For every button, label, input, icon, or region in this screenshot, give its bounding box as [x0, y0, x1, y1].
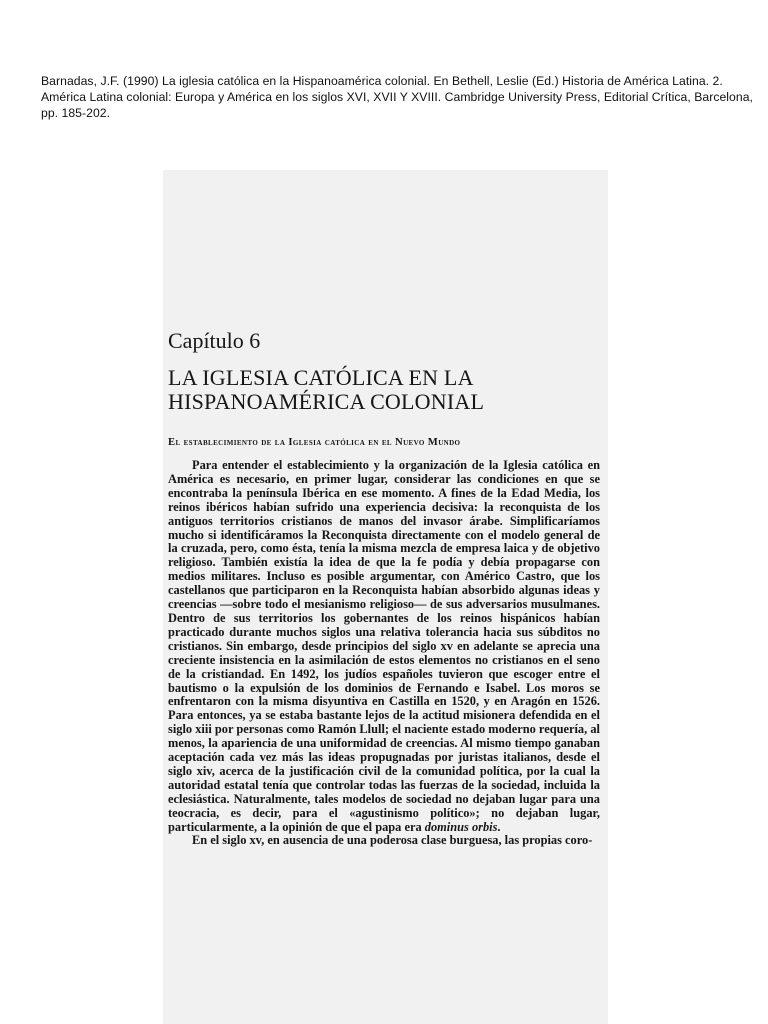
- section-heading: El establecimiento de la Iglesia católica en el Nuevo Mundo: [168, 437, 461, 448]
- paragraph-end: .: [497, 819, 501, 834]
- body-text: [168, 459, 600, 848]
- paragraph: En el siglo xv, en ausencia de una poderosa clase burguesa, las propias coro-: [192, 833, 593, 848]
- chapter-title: LA IGLESIA CATÓLICA EN LA HISPANOAMÉRICA COLONIAL: [168, 365, 485, 414]
- book-page: [168, 328, 600, 848]
- chapter-label: Capítulo 6: [168, 328, 261, 353]
- paragraph-text: Para entender el establecimiento y la organización de la Iglesia católica en América es necesario, en primer lugar, considerar las condiciones en que se encontraba la península Ibérica en ese momento. A fines de la Edad Media, los reinos ibéricos habían sufrido una experiencia decisiva: la reconquista de los antiguos territorios cristianos de manos del invasor árabe. Simplificaríamos mucho si identificáramos la Reconquista directamente con el modelo general de la cruzada, pero, como ésta, tenía la misma mezcla de empresa laica y de objetivo religioso. También existía la idea de que la fe podía y debía propagarse con medios militares. Incluso es posible argumentar, con Américo Castro, que los castellanos que participaron en la Reconquista habían absorbido algunas ideas y creencias —sobre todo el mesianismo religioso— de sus adversarios musulmanes. Dentro de sus territorios los gobernantes de los reinos hispánicos habían practicado durante muchos siglos una relativa tolerancia hacia sus súbditos no cristianos. Sin embargo, desde principios del siglo xv en adelante se aprecia una creciente insistencia en la asimilación de estos elementos no cristianos en el seno de la cristiandad. En 1492, los judíos españoles tuvieron que escoger entre el bautismo o la expulsión de los dominios de Fernando e Isabel. Los moros se enfrentaron con la misma disyuntiva en Castilla en 1520, y en Aragón en 1526. Para entonces, ya se estaba bastante lejos de la actitud misionera defendida en el siglo xiii por personas como Ramón Llull; el naciente estado moderno requería, al menos, la apariencia de una uniformidad de creencias. Al mismo tiempo ganaban aceptación cada vez más las ideas propugnadas por juristas italianos, desde el siglo xiv, acerca de la justificación civil de la comunidad política, por la cual la autoridad estatal tenía que controlar todas las fuerzas de la sociedad, incluida la eclesiástica. Naturalmente, tales modelos de sociedad no dejaban lugar para una teocracia, es decir, para el «agustinismo político»; no dejaban lugar, particularmente, a la opinión de que el papa era: [168, 458, 600, 834]
- italic-term: dominus orbis: [424, 819, 498, 834]
- paragraph: [168, 459, 600, 834]
- bibliographic-citation: Barnadas, J.F. (1990) La iglesia católica en la Hispanoamérica colonial. En Bethell, Leslie (Ed.) Historia de América Latina. 2. América Latina colonial: Europa y América en los siglos XVI, XVII Y XVIII. Cambridge University Press, Editorial Crítica, Barcelona, pp. 185-202.: [41, 74, 753, 120]
